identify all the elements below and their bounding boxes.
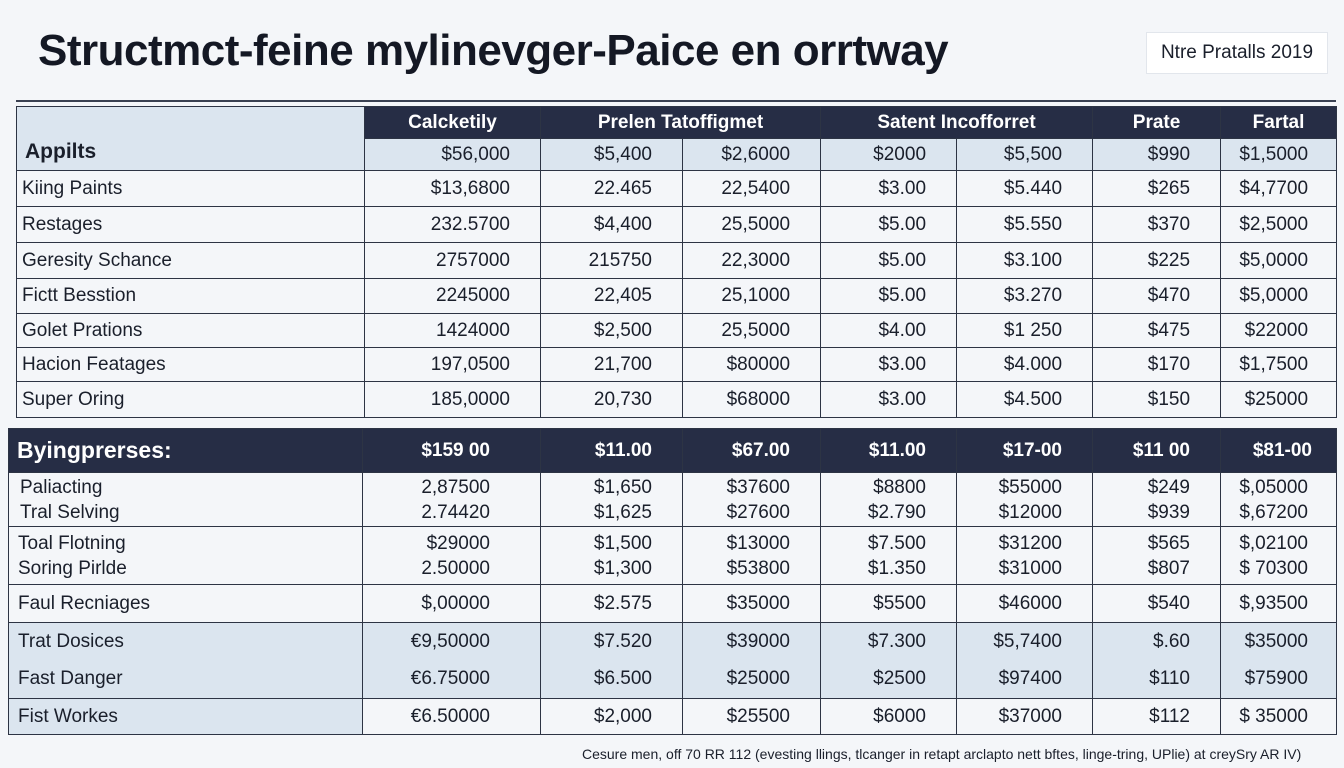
cell: 22,3000	[683, 243, 821, 279]
cell: $37000	[957, 699, 1093, 735]
cell: $46000	[957, 585, 1093, 623]
row-label: Trat Dosices	[9, 623, 363, 661]
row-label: Faul Recniages	[9, 585, 363, 623]
cell: $3.00	[821, 382, 957, 418]
table-row	[17, 348, 1337, 382]
cell-line: $7.500	[867, 532, 926, 554]
cell: $3.00	[821, 348, 957, 382]
subheader-value: $5,400	[541, 139, 683, 171]
header-value: $11.00	[541, 429, 683, 473]
cell: $4,7700	[1221, 171, 1337, 207]
subheader-value: $2,6000	[683, 139, 821, 171]
cell: 185,0000	[365, 382, 541, 418]
table-row	[17, 171, 1337, 207]
cell: 25,1000	[683, 279, 821, 314]
cell: 20,730	[541, 382, 683, 418]
header-value: $81-00	[1221, 429, 1337, 473]
table-row	[9, 699, 1337, 735]
cell: $265	[1093, 171, 1221, 207]
table-row	[9, 623, 1337, 661]
cell: 22,5400	[683, 171, 821, 207]
cell-line: $565	[1147, 532, 1190, 554]
header-value: $67.00	[683, 429, 821, 473]
row-label: Golet Prations	[17, 314, 365, 348]
cell: $110	[1093, 661, 1221, 699]
table-row	[9, 473, 1337, 527]
row-label: Fast Danger	[9, 661, 363, 699]
cell: 215750	[541, 243, 683, 279]
cell: 25,5000	[683, 207, 821, 243]
cell	[683, 527, 821, 585]
cell-line: $1.350	[867, 557, 926, 579]
cell: 22,405	[541, 279, 683, 314]
cell: $5,0000	[1221, 243, 1337, 279]
page-title: Structmct-feine mylinevger-Paice en orrtway	[38, 26, 949, 75]
cell: $3.100	[957, 243, 1093, 279]
cell: 2757000	[365, 243, 541, 279]
cell: $80000	[683, 348, 821, 382]
cell-line: $12000	[998, 501, 1062, 523]
cell	[821, 527, 957, 585]
section-label-byingprerses: Byingprerses:	[9, 429, 363, 473]
cell	[821, 473, 957, 527]
cell-line: $939	[1147, 501, 1190, 523]
table-row	[17, 243, 1337, 279]
row-label-line: Toal Flotning	[18, 532, 126, 554]
cell: $470	[1093, 279, 1221, 314]
row-label: Kiing Paints	[17, 171, 365, 207]
cell: €6.75000	[363, 661, 541, 699]
cell: $5.00	[821, 243, 957, 279]
cell: 22.465	[541, 171, 683, 207]
cell-line: $27600	[726, 501, 790, 523]
cell: 25,5000	[683, 314, 821, 348]
group-header: Calcketily	[365, 107, 541, 139]
cell: $5.00	[821, 279, 957, 314]
header-value: $11 00	[1093, 429, 1221, 473]
cell-line: $31200	[998, 532, 1062, 554]
cell-line: $31000	[998, 557, 1062, 579]
cell: $4.500	[957, 382, 1093, 418]
cell: $75900	[1221, 661, 1337, 699]
row-label: Geresity Schance	[17, 243, 365, 279]
cell: 232.5700	[365, 207, 541, 243]
cell	[363, 473, 541, 527]
row-label: Hacion Featages	[17, 348, 365, 382]
cell: $.60	[1093, 623, 1221, 661]
cell: €9,50000	[363, 623, 541, 661]
cell-line: $2.790	[867, 501, 926, 523]
cell: $25000	[1221, 382, 1337, 418]
cell: $4.000	[957, 348, 1093, 382]
cell-line: $37600	[726, 476, 790, 498]
cell	[1093, 473, 1221, 527]
cell: $170	[1093, 348, 1221, 382]
cell-line: $29000	[426, 532, 490, 554]
cell: $68000	[683, 382, 821, 418]
table-row	[17, 314, 1337, 348]
cell	[1221, 527, 1337, 585]
header-value: $159 00	[363, 429, 541, 473]
cell: $5.550	[957, 207, 1093, 243]
cell: $475	[1093, 314, 1221, 348]
cell: $1 250	[957, 314, 1093, 348]
group-header: Satent Incofforret	[821, 107, 1093, 139]
cell-line: $13000	[726, 532, 790, 554]
cell: $35000	[683, 585, 821, 623]
subheader-value: $56,000	[365, 139, 541, 171]
subheader-value: $5,500	[957, 139, 1093, 171]
subheader-value: $2000	[821, 139, 957, 171]
table-row	[9, 661, 1337, 699]
cell-line: $1,300	[593, 557, 652, 579]
cell: $3.270	[957, 279, 1093, 314]
header-value: $17-00	[957, 429, 1093, 473]
row-label: Fist Workes	[9, 699, 363, 735]
cell: $5.440	[957, 171, 1093, 207]
cell: 1424000	[365, 314, 541, 348]
cell	[683, 473, 821, 527]
cell	[957, 527, 1093, 585]
cell: $370	[1093, 207, 1221, 243]
cell: $5.00	[821, 207, 957, 243]
date-badge: Ntre Pratalls 2019	[1146, 32, 1328, 74]
cell: $150	[1093, 382, 1221, 418]
cell-line: $55000	[998, 476, 1062, 498]
cell-line: $8800	[873, 476, 926, 498]
cost-table-bottom	[8, 428, 1337, 735]
cell-line: $1,650	[593, 476, 652, 498]
cell	[1093, 527, 1221, 585]
cell-line: $,05000	[1239, 476, 1308, 498]
cell: $25000	[683, 661, 821, 699]
cell: 197,0500	[365, 348, 541, 382]
cell: $6000	[821, 699, 957, 735]
row-label: Restages	[17, 207, 365, 243]
cell: $2,5000	[1221, 207, 1337, 243]
cell-line: 2,87500	[421, 476, 490, 498]
group-header: Prelen Tatoffigmet	[541, 107, 821, 139]
row-label-line: Tral Selving	[20, 501, 120, 523]
cell: $2,500	[541, 314, 683, 348]
cell: $6.500	[541, 661, 683, 699]
cell-line: $,02100	[1239, 532, 1308, 554]
group-header: Fartal	[1221, 107, 1337, 139]
cell: $540	[1093, 585, 1221, 623]
group-header: Prate	[1093, 107, 1221, 139]
row-label	[9, 527, 363, 585]
title-divider	[16, 100, 1336, 102]
cell	[541, 473, 683, 527]
row-label-line: Soring Pirlde	[18, 557, 127, 579]
cell: $39000	[683, 623, 821, 661]
cell: $,93500	[1221, 585, 1337, 623]
row-label-line: Paliacting	[20, 476, 103, 498]
cell: $7.300	[821, 623, 957, 661]
table-row	[17, 279, 1337, 314]
cell: $13,6800	[365, 171, 541, 207]
cell-line: $1,625	[593, 501, 652, 523]
section-label-appilts: Appilts	[17, 107, 365, 171]
cell-line: $53800	[726, 557, 790, 579]
cell	[1221, 473, 1337, 527]
row-label: Super Oring	[17, 382, 365, 418]
cell: $25500	[683, 699, 821, 735]
cell	[363, 527, 541, 585]
cell: $3.00	[821, 171, 957, 207]
cell	[541, 527, 683, 585]
cell: $225	[1093, 243, 1221, 279]
cell: $ 35000	[1221, 699, 1337, 735]
subheader-value: $1,5000	[1221, 139, 1337, 171]
cell: $4,400	[541, 207, 683, 243]
cell	[957, 473, 1093, 527]
cell-line: $1,500	[593, 532, 652, 554]
cell-line: 2.74420	[421, 501, 490, 523]
cost-table-top	[16, 106, 1337, 418]
cell: $5,7400	[957, 623, 1093, 661]
table-row	[9, 527, 1337, 585]
cell: $1,7500	[1221, 348, 1337, 382]
cell-line: $807	[1147, 557, 1190, 579]
cell: €6.50000	[363, 699, 541, 735]
cell: $97400	[957, 661, 1093, 699]
row-label	[9, 473, 363, 527]
cell: 21,700	[541, 348, 683, 382]
row-label: Fictt Besstion	[17, 279, 365, 314]
cell: $112	[1093, 699, 1221, 735]
cell-line: $249	[1147, 476, 1190, 498]
cell: $2,000	[541, 699, 683, 735]
cell: $5,0000	[1221, 279, 1337, 314]
footnote: Cesure men, off 70 RR 112 (evesting llings, tlcanger in retapt arclapto nett bftes, linge-tring, UPlie) at creySry AR IV)	[582, 746, 1302, 762]
cell: $,00000	[363, 585, 541, 623]
table-row	[17, 382, 1337, 418]
cell: $4.00	[821, 314, 957, 348]
cell: 2245000	[365, 279, 541, 314]
cell: $5500	[821, 585, 957, 623]
cell-line: 2.50000	[421, 557, 490, 579]
subheader-value: $990	[1093, 139, 1221, 171]
cell-line: $,67200	[1239, 501, 1308, 523]
header-value: $11.00	[821, 429, 957, 473]
cell: $2500	[821, 661, 957, 699]
table-row	[17, 207, 1337, 243]
cell: $2.575	[541, 585, 683, 623]
table-row	[9, 585, 1337, 623]
cell: $22000	[1221, 314, 1337, 348]
cell: $35000	[1221, 623, 1337, 661]
cell: $7.520	[541, 623, 683, 661]
cell-line: $ 70300	[1239, 557, 1308, 579]
